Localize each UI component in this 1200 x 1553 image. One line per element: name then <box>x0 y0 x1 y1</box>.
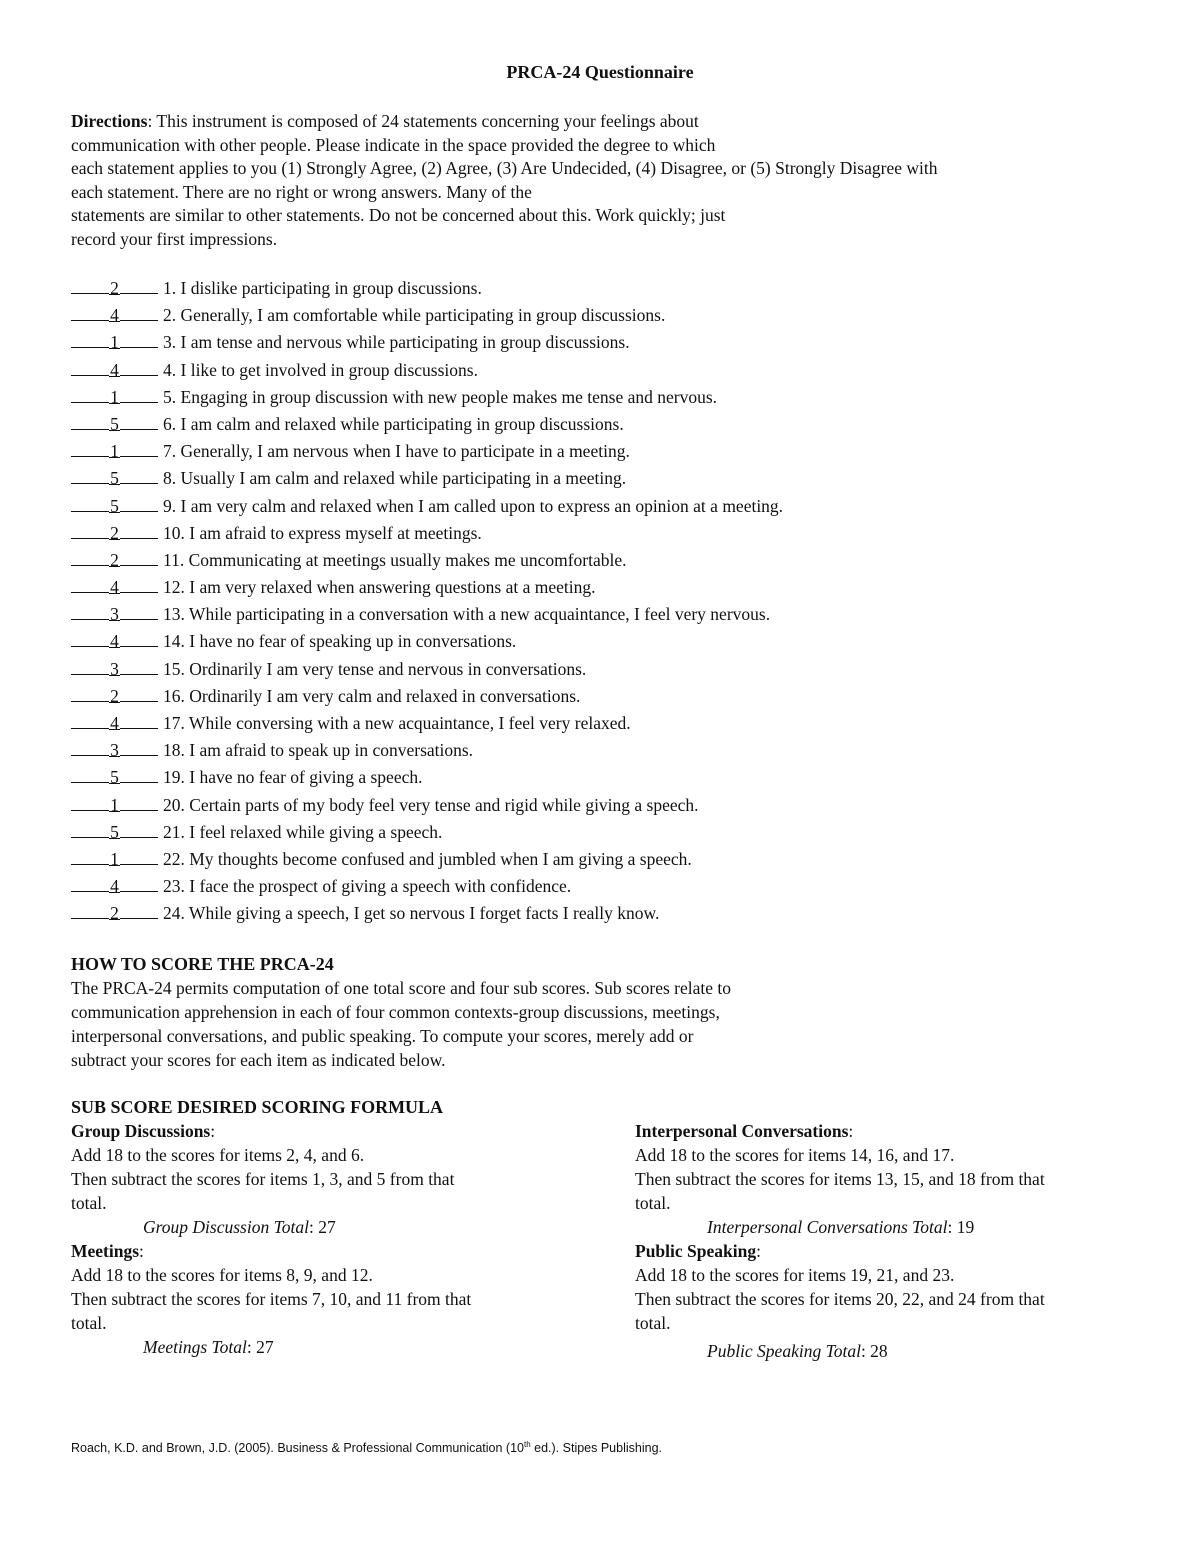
answer-blank-line <box>71 684 109 702</box>
interpersonal-add: Add 18 to the scores for items 14, 16, and 17. <box>635 1145 955 1165</box>
answer-value[interactable]: 3 <box>110 658 119 679</box>
answer-blank-line <box>71 575 109 593</box>
answer-value[interactable]: 2 <box>110 903 119 924</box>
group-discussions-subtract-cont: total. <box>71 1193 107 1213</box>
answer-blank-line <box>120 901 158 919</box>
questionnaire-item <box>71 765 1131 792</box>
group-discussions-subtract: Then subtract the scores for items 1, 3, and 5 from that <box>71 1169 455 1189</box>
answer-value[interactable]: 1 <box>110 441 119 462</box>
item-statement: 6. I am calm and relaxed while participating in group discussions. <box>163 413 624 434</box>
questionnaire-item <box>71 412 1131 439</box>
public-speaking-add: Add 18 to the scores for items 19, 21, and 23. <box>635 1265 955 1285</box>
item-statement: 7. Generally, I am nervous when I have to participate in a meeting. <box>163 441 630 462</box>
answer-blank-line <box>71 466 109 484</box>
how-to-score-line: The PRCA-24 permits computation of one total score and four sub scores. Sub scores relate to <box>71 978 731 998</box>
public-speaking-title: Public Speaking: <box>635 1241 761 1261</box>
questionnaire-item <box>71 494 1131 521</box>
group-discussions-total: Group Discussion Total: 27 <box>143 1217 336 1237</box>
scoring-column-left <box>71 1119 551 1359</box>
answer-blank-line <box>120 820 158 838</box>
answer-blank-line <box>120 412 158 430</box>
questionnaire-item <box>71 466 1131 493</box>
answer-value[interactable]: 3 <box>110 604 119 625</box>
answer-blank-line <box>71 385 109 403</box>
questionnaire-item <box>71 276 1131 303</box>
item-statement: 13. While participating in a conversation with a new acquaintance, I feel very nervous. <box>163 604 771 625</box>
how-to-score-line: communication apprehension in each of four common contexts-group discussions, meetings, <box>71 1002 720 1022</box>
interpersonal-title: Interpersonal Conversations: <box>635 1121 854 1141</box>
answer-blank-line <box>71 765 109 783</box>
answer-value[interactable]: 4 <box>110 631 119 652</box>
answer-blank-line <box>71 657 109 675</box>
answer-value[interactable]: 1 <box>110 386 119 407</box>
answer-blank-line <box>71 548 109 566</box>
how-to-score-line: interpersonal conversations, and public speaking. To compute your scores, merely add or <box>71 1026 694 1046</box>
item-statement: 17. While conversing with a new acquaintance, I feel very relaxed. <box>163 713 631 733</box>
scoring-column-right <box>635 1119 1115 1363</box>
directions-line: each statement applies to you (1) Strongly Agree, (2) Agree, (3) Are Undecided, (4) Disagree, or (5) Strongly Disagree with <box>71 158 938 179</box>
item-statement: 14. I have no fear of speaking up in conversations. <box>163 631 517 652</box>
answer-value[interactable]: 1 <box>110 332 119 353</box>
answer-blank-line <box>120 548 158 566</box>
answer-blank-line <box>120 330 158 348</box>
answer-blank-line <box>71 412 109 430</box>
item-statement: 12. I am very relaxed when answering questions at a meeting. <box>163 577 596 598</box>
answer-blank-line <box>120 602 158 620</box>
answer-value[interactable]: 2 <box>110 522 119 543</box>
answer-blank-line <box>120 466 158 484</box>
questionnaire-item <box>71 575 1131 602</box>
answer-blank-line <box>120 684 158 702</box>
answer-blank-line <box>71 276 109 294</box>
answer-blank-line <box>71 602 109 620</box>
sub-score-heading: SUB SCORE DESIRED SCORING FORMULA <box>71 1097 444 1117</box>
answer-blank-line <box>120 765 158 783</box>
answer-value[interactable]: 5 <box>110 468 119 489</box>
answer-blank-line <box>71 874 109 892</box>
questionnaire-item <box>71 874 1131 901</box>
meetings-subtract-cont: total. <box>71 1313 107 1333</box>
answer-blank-line <box>120 494 158 512</box>
answer-blank-line <box>120 629 158 647</box>
group-discussions-add: Add 18 to the scores for items 2, 4, and 6. <box>71 1145 365 1165</box>
item-statement: 22. My thoughts become confused and jumbled when I am giving a speech. <box>163 848 692 869</box>
questionnaire-item <box>71 303 1131 330</box>
questionnaire-items <box>71 276 1131 929</box>
directions-line: record your first impressions. <box>71 228 278 249</box>
answer-value[interactable]: 2 <box>110 685 119 706</box>
how-to-score-line: subtract your scores for each item as indicated below. <box>71 1050 446 1070</box>
item-statement: 20. Certain parts of my body feel very tense and rigid while giving a speech. <box>163 794 699 815</box>
questionnaire-item <box>71 793 1131 820</box>
answer-blank-line <box>120 575 158 593</box>
interpersonal-subtract: Then subtract the scores for items 13, 15, and 18 from that <box>635 1169 1045 1189</box>
answer-blank-line <box>71 793 109 811</box>
directions-paragraph <box>71 110 1131 252</box>
item-statement: 16. Ordinarily I am very calm and relaxed in conversations. <box>163 685 581 706</box>
meetings-subtract: Then subtract the scores for items 7, 10, and 11 from that <box>71 1289 472 1309</box>
answer-blank-line <box>71 303 109 321</box>
answer-blank-line <box>71 330 109 348</box>
group-discussions-title: Group Discussions: <box>71 1121 216 1141</box>
answer-blank-line <box>120 874 158 892</box>
answer-blank-line <box>71 629 109 647</box>
answer-blank-line <box>120 439 158 457</box>
directions-label: Directions <box>71 111 148 131</box>
answer-blank-line <box>120 657 158 675</box>
answer-value[interactable]: 5 <box>110 767 119 788</box>
item-statement: 9. I am very calm and relaxed when I am called upon to express an opinion at a meeting. <box>163 495 784 516</box>
answer-value[interactable]: 1 <box>110 794 119 815</box>
item-statement: 4. I like to get involved in group discussions. <box>163 359 478 380</box>
questionnaire-item <box>71 385 1131 412</box>
how-to-score-heading: HOW TO SCORE THE PRCA-24 <box>71 954 334 974</box>
public-speaking-subtract-cont: total. <box>635 1313 671 1333</box>
answer-value[interactable]: 1 <box>110 848 119 869</box>
interpersonal-total: Interpersonal Conversations Total: 19 <box>707 1217 975 1237</box>
meetings-add: Add 18 to the scores for items 8, 9, and 12. <box>71 1265 373 1285</box>
answer-value[interactable]: 4 <box>110 876 119 897</box>
answer-value[interactable]: 2 <box>110 278 119 298</box>
answer-blank-line <box>120 358 158 376</box>
item-statement: 21. I feel relaxed while giving a speech. <box>163 821 443 842</box>
interpersonal-subtract-cont: total. <box>635 1193 671 1213</box>
item-statement: 1. I dislike participating in group discussions. <box>163 278 482 298</box>
questionnaire-item <box>71 439 1131 466</box>
meetings-total: Meetings Total: 27 <box>143 1337 274 1357</box>
questionnaire-item <box>71 657 1131 684</box>
questionnaire-item <box>71 684 1131 711</box>
answer-blank-line <box>120 793 158 811</box>
questionnaire-item <box>71 847 1131 874</box>
answer-blank-line <box>71 439 109 457</box>
questionnaire-item <box>71 548 1131 575</box>
answer-blank-line <box>120 303 158 321</box>
answer-value[interactable]: 2 <box>110 549 119 570</box>
questionnaire-item <box>71 629 1131 656</box>
questionnaire-item <box>71 738 1131 765</box>
answer-blank-line <box>120 385 158 403</box>
how-to-score-section <box>71 952 1131 1072</box>
answer-value[interactable]: 4 <box>110 577 119 598</box>
item-statement: 10. I am afraid to express myself at meetings. <box>163 522 482 543</box>
item-statement: 24. While giving a speech, I get so nervous I forget facts I really know. <box>163 903 660 924</box>
answer-blank-line <box>120 521 158 539</box>
answer-value[interactable]: 4 <box>110 359 119 380</box>
answer-blank-line <box>120 711 158 729</box>
answer-blank-line <box>71 358 109 376</box>
public-speaking-total: Public Speaking Total: 28 <box>707 1341 888 1361</box>
questionnaire-item <box>71 521 1131 548</box>
item-statement: 11. Communicating at meetings usually makes me uncomfortable. <box>163 549 627 570</box>
questionnaire-item <box>71 820 1131 847</box>
item-statement: 19. I have no fear of giving a speech. <box>163 767 423 788</box>
questionnaire-item <box>71 358 1131 385</box>
answer-blank-line <box>120 276 158 294</box>
answer-blank-line <box>71 711 109 729</box>
answer-value[interactable]: 5 <box>110 413 119 434</box>
answer-blank-line <box>71 820 109 838</box>
directions-line: communication with other people. Please indicate in the space provided the degree to which <box>71 134 716 155</box>
answer-blank-line <box>120 847 158 865</box>
directions-line: statements are similar to other statements. Do not be concerned about this. Work quickly; just <box>71 205 726 226</box>
answer-value[interactable]: 4 <box>110 305 119 326</box>
questionnaire-item <box>71 330 1131 357</box>
questionnaire-item <box>71 711 1131 738</box>
item-statement: 18. I am afraid to speak up in conversations. <box>163 740 474 761</box>
page-title: PRCA-24 Questionnaire <box>506 62 694 82</box>
answer-value[interactable]: 3 <box>110 740 119 761</box>
item-statement: 3. I am tense and nervous while participating in group discussions. <box>163 332 630 353</box>
directions-line: each statement. There are no right or wrong answers. Many of the <box>71 181 532 202</box>
answer-blank-line <box>71 901 109 919</box>
item-statement: 8. Usually I am calm and relaxed while participating in a meeting. <box>163 468 627 489</box>
item-statement: 23. I face the prospect of giving a speech with confidence. <box>163 876 572 897</box>
answer-blank-line <box>120 738 158 756</box>
meetings-title: Meetings: <box>71 1241 144 1261</box>
answer-blank-line <box>71 847 109 865</box>
questionnaire-item <box>71 901 1131 928</box>
questionnaire-item <box>71 602 1131 629</box>
item-statement: 5. Engaging in group discussion with new people makes me tense and nervous. <box>163 386 718 407</box>
answer-blank-line <box>71 738 109 756</box>
answer-value[interactable]: 5 <box>110 821 119 842</box>
public-speaking-subtract: Then subtract the scores for items 20, 22, and 24 from that <box>635 1289 1045 1309</box>
item-statement: 2. Generally, I am comfortable while participating in group discussions. <box>163 305 666 326</box>
answer-blank-line <box>71 521 109 539</box>
answer-blank-line <box>71 494 109 512</box>
item-statement: 15. Ordinarily I am very tense and nervous in conversations. <box>163 658 587 679</box>
citation-footer: Roach, K.D. and Brown, J.D. (2005). Business & Professional Communication (10th ed.). Stipes Publishing. <box>71 1440 662 1456</box>
answer-value[interactable]: 5 <box>110 495 119 516</box>
answer-value[interactable]: 4 <box>110 713 119 733</box>
directions-line: : This instrument is composed of 24 statements concerning your feelings about <box>147 111 699 131</box>
